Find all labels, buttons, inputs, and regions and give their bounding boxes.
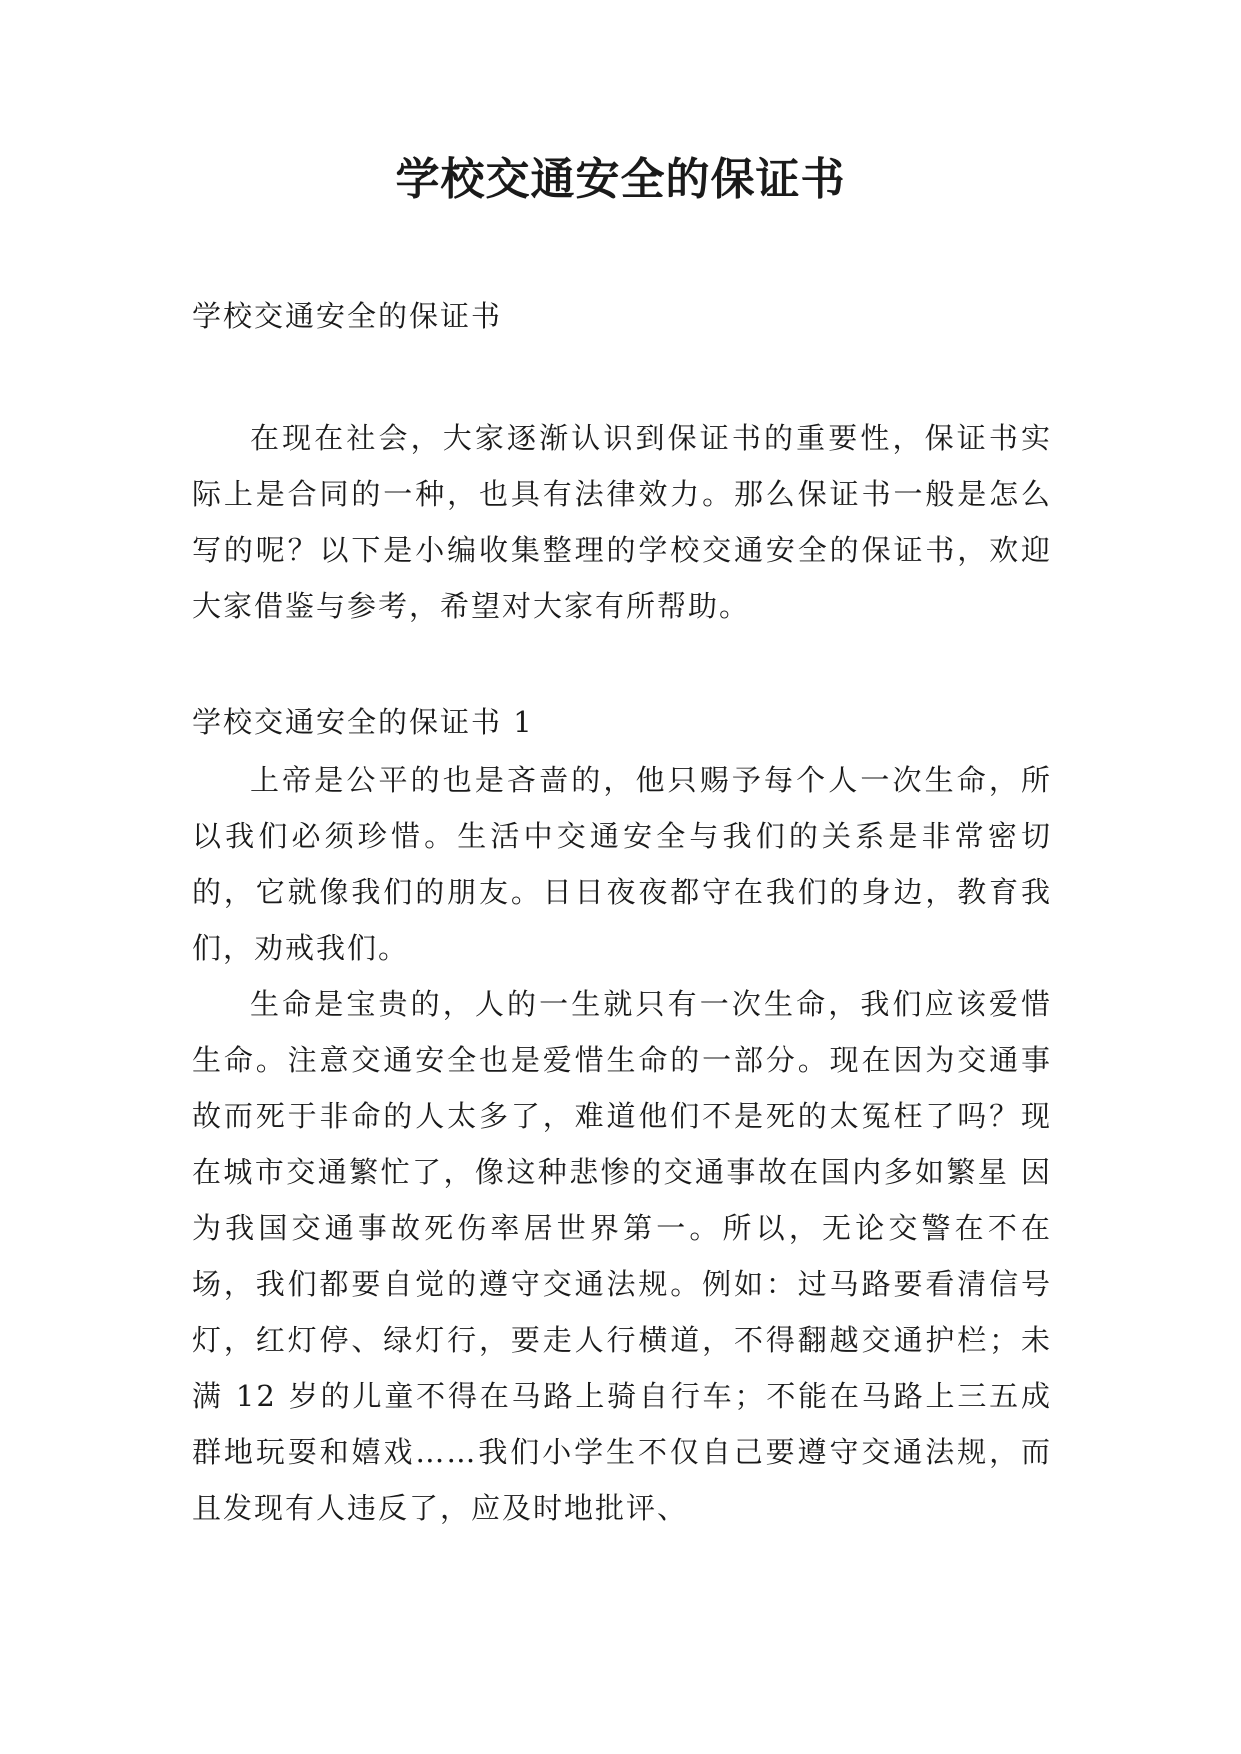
intro-section [192,410,1052,634]
intro-paragraph: 在现在社会，大家逐渐认识到保证书的重要性，保证书实际上是合同的一种，也具有法律效力。那么保证书一般是怎么写的呢？以下是小编收集整理的学校交通安全的保证书，欢迎大家借鉴与参考，希望对大家有所帮助。 [192,421,1052,623]
section-1-paragraph: 生命是宝贵的，人的一生就只有一次生命，我们应该爱惜生命。注意交通安全也是爱惜生命的一部分。现在因为交通事故而死于非命的人太多了，难道他们不是死的太冤枉了吗？现在城市交通繁忙了，像这种悲惨的交通事故在国内多如繁星 因为我国交通事故死伤率居世界第一。所以，无论交警在不在场，我们都要自觉的遵守交通法规。例如：过马路要看清信号灯，红灯停、绿灯行，要走人行横道，不得翻越交通护栏；未满 12 岁的儿童不得在马路上骑自行车；不能在马路上三五成群地玩耍和嬉戏……我们小学生不仅自己要遵守交通法规，而且发现有人违反了，应及时地批评、 [192,987,1052,1525]
document-title: 学校交通安全的保证书 [395,154,846,205]
section-1-body [192,752,1052,1536]
section-1-heading: 学校交通安全的保证书 1 [192,705,534,739]
document-subtitle: 学校交通安全的保证书 [192,299,503,333]
section-1-paragraph: 上帝是公平的也是吝啬的，他只赐予每个人一次生命，所以我们必须珍惜。生活中交通安全与我们的关系是非常密切的，它就像我们的朋友。日日夜夜都守在我们的身边，教育我们，劝戒我们。 [192,763,1052,965]
